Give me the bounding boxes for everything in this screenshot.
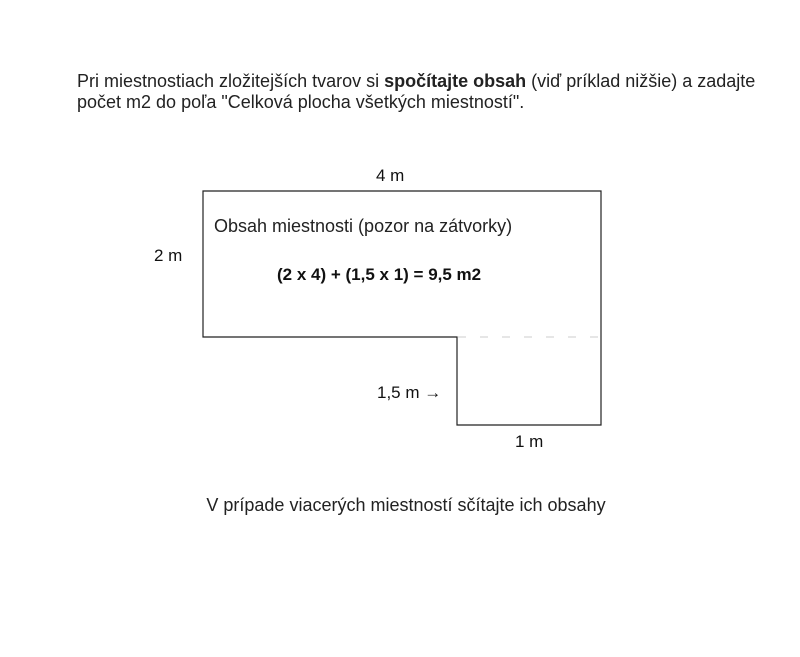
room-area-title: Obsah miestnosti (pozor na zátvorky)	[214, 216, 513, 236]
dimension-top-label: 4 m	[376, 166, 405, 185]
intro-text-start: Pri miestnostiach zložitejších tvarov si	[77, 71, 385, 91]
dimension-bottom-label: 1 m	[515, 432, 544, 451]
arrow-right-icon: →	[424, 383, 442, 402]
area-formula: (2 x 4) + (1,5 x 1) = 9,5 m2	[277, 265, 482, 284]
dimension-step-label	[377, 383, 441, 403]
intro-text-end: (viď príklad nižšie) a zadajte počet m2 do poľa "Celková plocha všetkých miestností".	[77, 71, 756, 112]
dimension-step-value: 1,5 m	[377, 383, 420, 402]
outro-note: V prípade viacerých miestností sčítajte ich obsahy	[206, 495, 606, 515]
intro-text-bold: spočítajte obsah	[384, 71, 527, 91]
dimension-left-label: 2 m	[154, 246, 183, 265]
